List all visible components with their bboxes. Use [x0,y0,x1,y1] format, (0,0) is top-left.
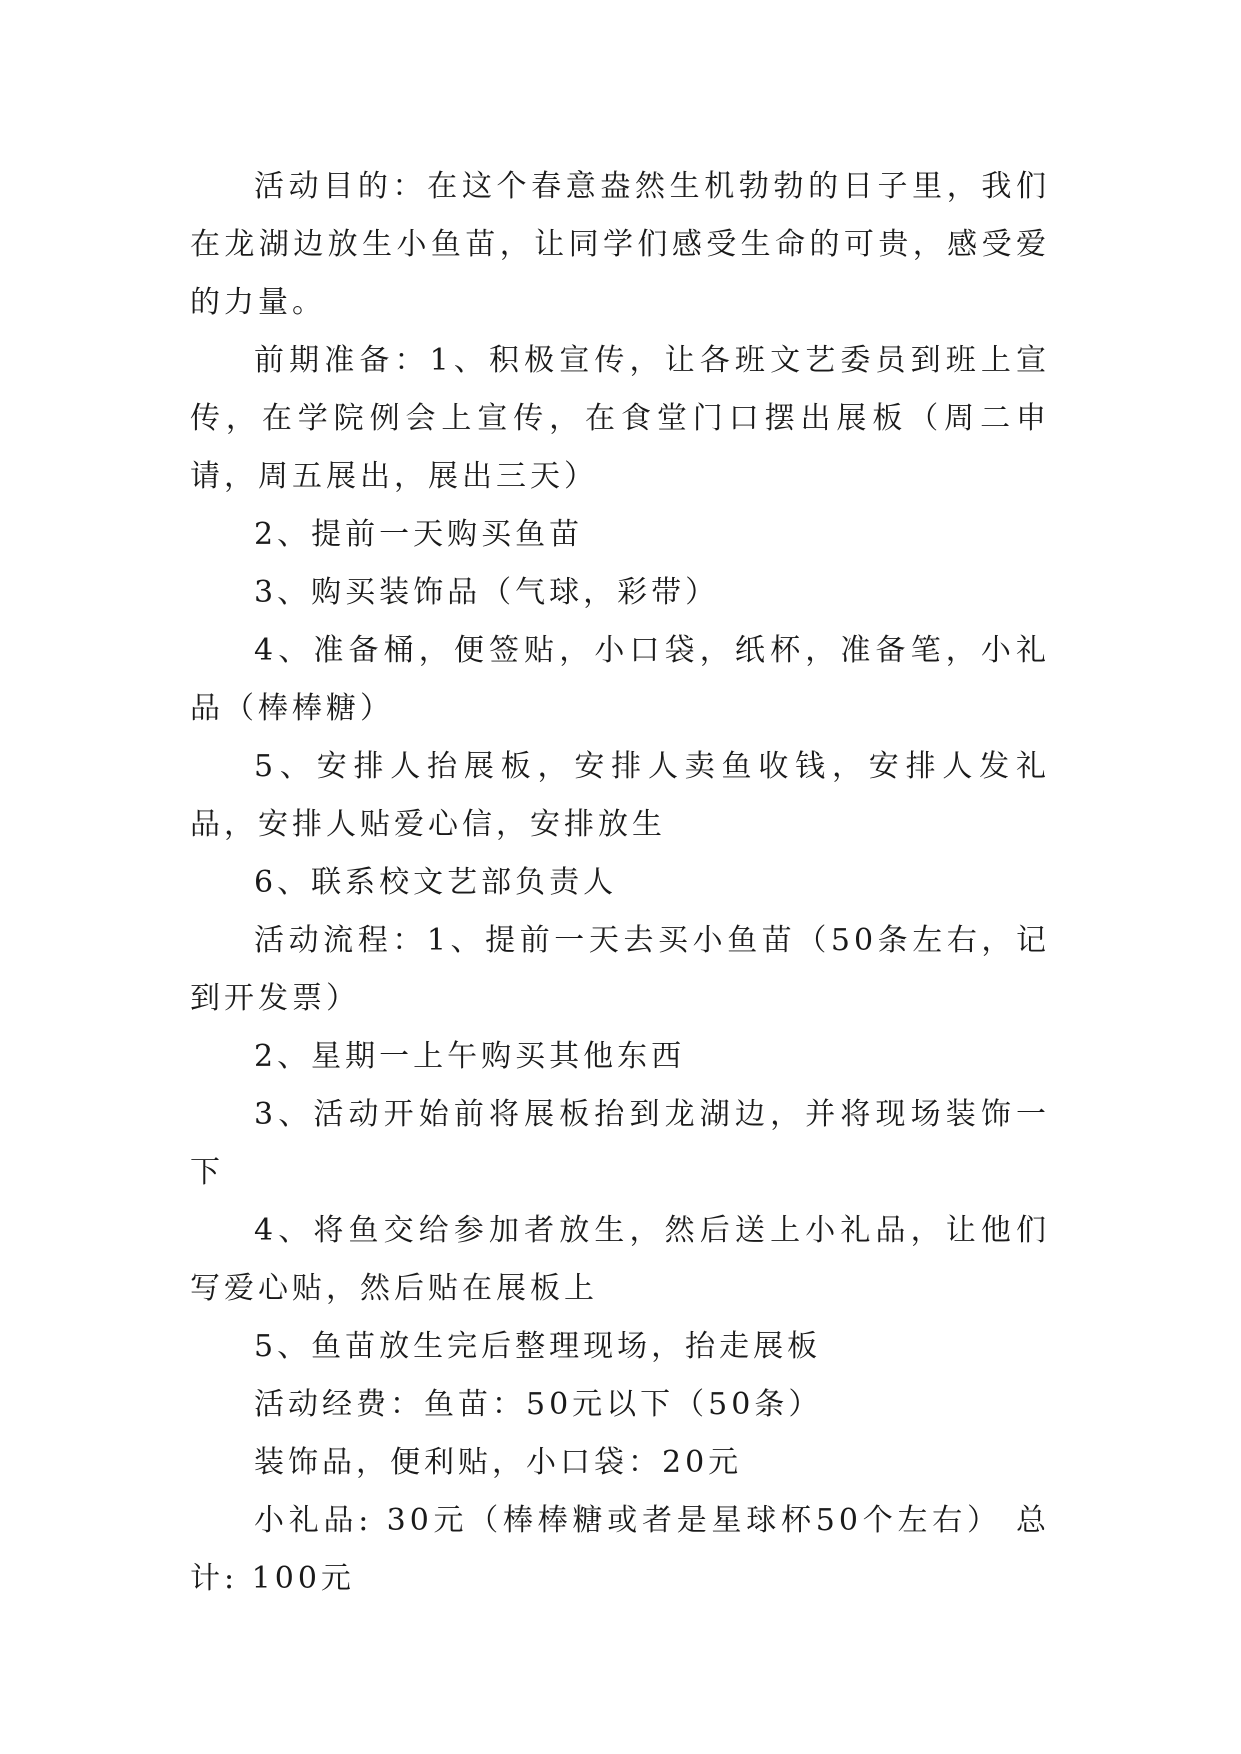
paragraph-process-step-2: 2、星期一上午购买其他东西 [254,1039,686,1074]
paragraph-preparation: 前期准备：1、积极宣传，让各班文艺委员到班上宣传，在学院例会上宣传，在食堂门口摆出展板（周二申请，周五展出，展出三天） [190,343,1050,494]
paragraph-prep-step-6: 6、联系校文艺部负责人 [254,865,618,900]
paragraph-prep-step-2: 2、提前一天购买鱼苗 [254,517,584,552]
paragraph-prep-step-4: 4、准备桶，便签贴，小口袋，纸杯，准备笔，小礼品（棒棒糖） [190,633,1050,726]
paragraph-process-step-5: 5、鱼苗放生完后整理现场，抬走展板 [254,1329,822,1364]
paragraph-process: 活动流程：1、提前一天去买小鱼苗（50条左右，记到开发票） [190,923,1050,1016]
paragraph-budget-gifts-total: 小礼品: 30元（棒棒糖或者是星球杯50个左右） 总计: 100元 [190,1503,1050,1596]
paragraph-process-step-4: 4、将鱼交给参加者放生，然后送上小礼品，让他们写爱心贴，然后贴在展板上 [190,1213,1050,1306]
paragraph-prep-step-5: 5、安排人抬展板，安排人卖鱼收钱，安排人发礼品，安排人贴爱心信，安排放生 [190,749,1050,842]
paragraph-budget: 活动经费：鱼苗：50元以下（50条） [254,1387,823,1422]
paragraph-prep-step-3: 3、购买装饰品（气球，彩带） [254,575,720,610]
paragraph-process-step-3: 3、活动开始前将展板抬到龙湖边，并将现场装饰一下 [190,1097,1050,1190]
paragraph-budget-decorations: 装饰品，便利贴，小口袋：20元 [254,1445,743,1480]
document-body [190,158,1050,1608]
paragraph-purpose: 活动目的：在这个春意盎然生机勃勃的日子里，我们在龙湖边放生小鱼苗，让同学们感受生命的可贵，感受爱的力量。 [190,169,1050,320]
